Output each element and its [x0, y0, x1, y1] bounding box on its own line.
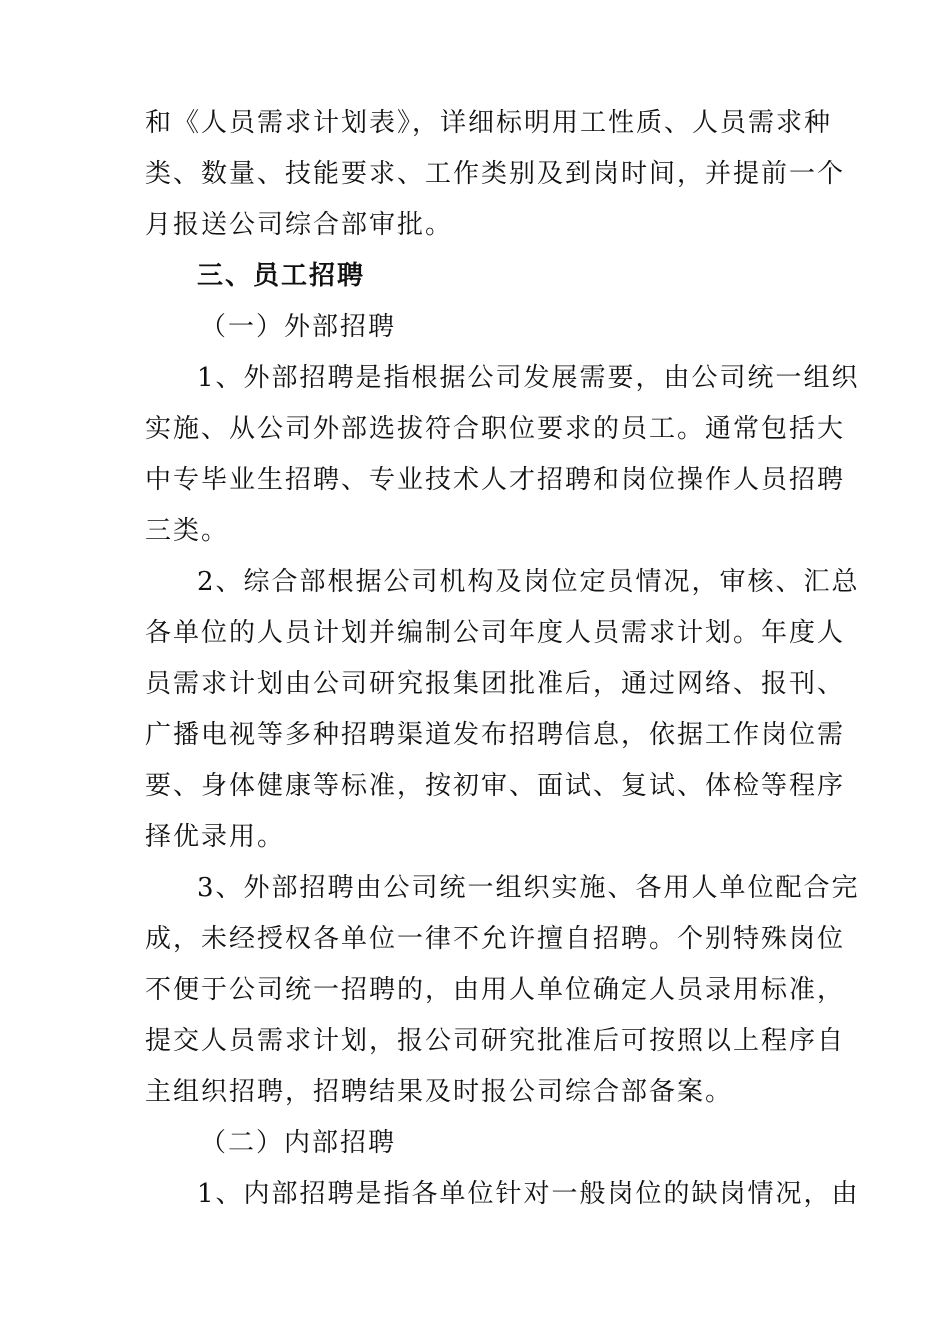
- subsection-heading: （一）外部招聘: [200, 312, 397, 342]
- section-heading: 三、员工招聘: [197, 261, 366, 291]
- paragraph-line: 3、外部招聘由公司统一组织实施、各用人单位配合完: [197, 873, 860, 903]
- paragraph-line: 月报送公司综合部审批。: [145, 210, 454, 240]
- paragraph-line: 择优录用。: [145, 822, 286, 852]
- paragraph-line: 实施、从公司外部选拔符合职位要求的员工。通常包括大: [145, 414, 846, 444]
- paragraph-line: 成，未经授权各单位一律不允许擅自招聘。个别特殊岗位: [145, 924, 846, 954]
- paragraph-line: 类、数量、技能要求、工作类别及到岗时间，并提前一个: [145, 159, 846, 189]
- paragraph-line: 要、身体健康等标准，按初审、面试、复试、体检等程序: [145, 771, 846, 801]
- paragraph-line: 和《人员需求计划表》，详细标明用工性质、人员需求种: [145, 108, 833, 138]
- paragraph-line: 主组织招聘，招聘结果及时报公司综合部备案。: [145, 1077, 734, 1107]
- paragraph-line: 广播电视等多种招聘渠道发布招聘信息，依据工作岗位需: [145, 720, 846, 750]
- paragraph-line: 2、综合部根据公司机构及岗位定员情况，审核、汇总: [197, 567, 860, 597]
- paragraph-line: 不便于公司统一招聘的，由用人单位确定人员录用标准，: [145, 975, 846, 1005]
- paragraph-line: 中专毕业生招聘、专业技术人才招聘和岗位操作人员招聘: [145, 465, 846, 495]
- paragraph-line: 1、内部招聘是指各单位针对一般岗位的缺岗情况，由: [197, 1179, 860, 1209]
- paragraph-line: 提交人员需求计划，报公司研究批准后可按照以上程序自: [145, 1026, 846, 1056]
- subsection-heading: （二）内部招聘: [200, 1128, 397, 1158]
- paragraph-line: 1、外部招聘是指根据公司发展需要，由公司统一组织: [197, 363, 860, 393]
- paragraph-line: 员需求计划由公司研究报集团批准后，通过网络、报刊、: [145, 669, 846, 699]
- paragraph-line: 三类。: [145, 516, 230, 546]
- paragraph-line: 各单位的人员计划并编制公司年度人员需求计划。年度人: [145, 618, 846, 648]
